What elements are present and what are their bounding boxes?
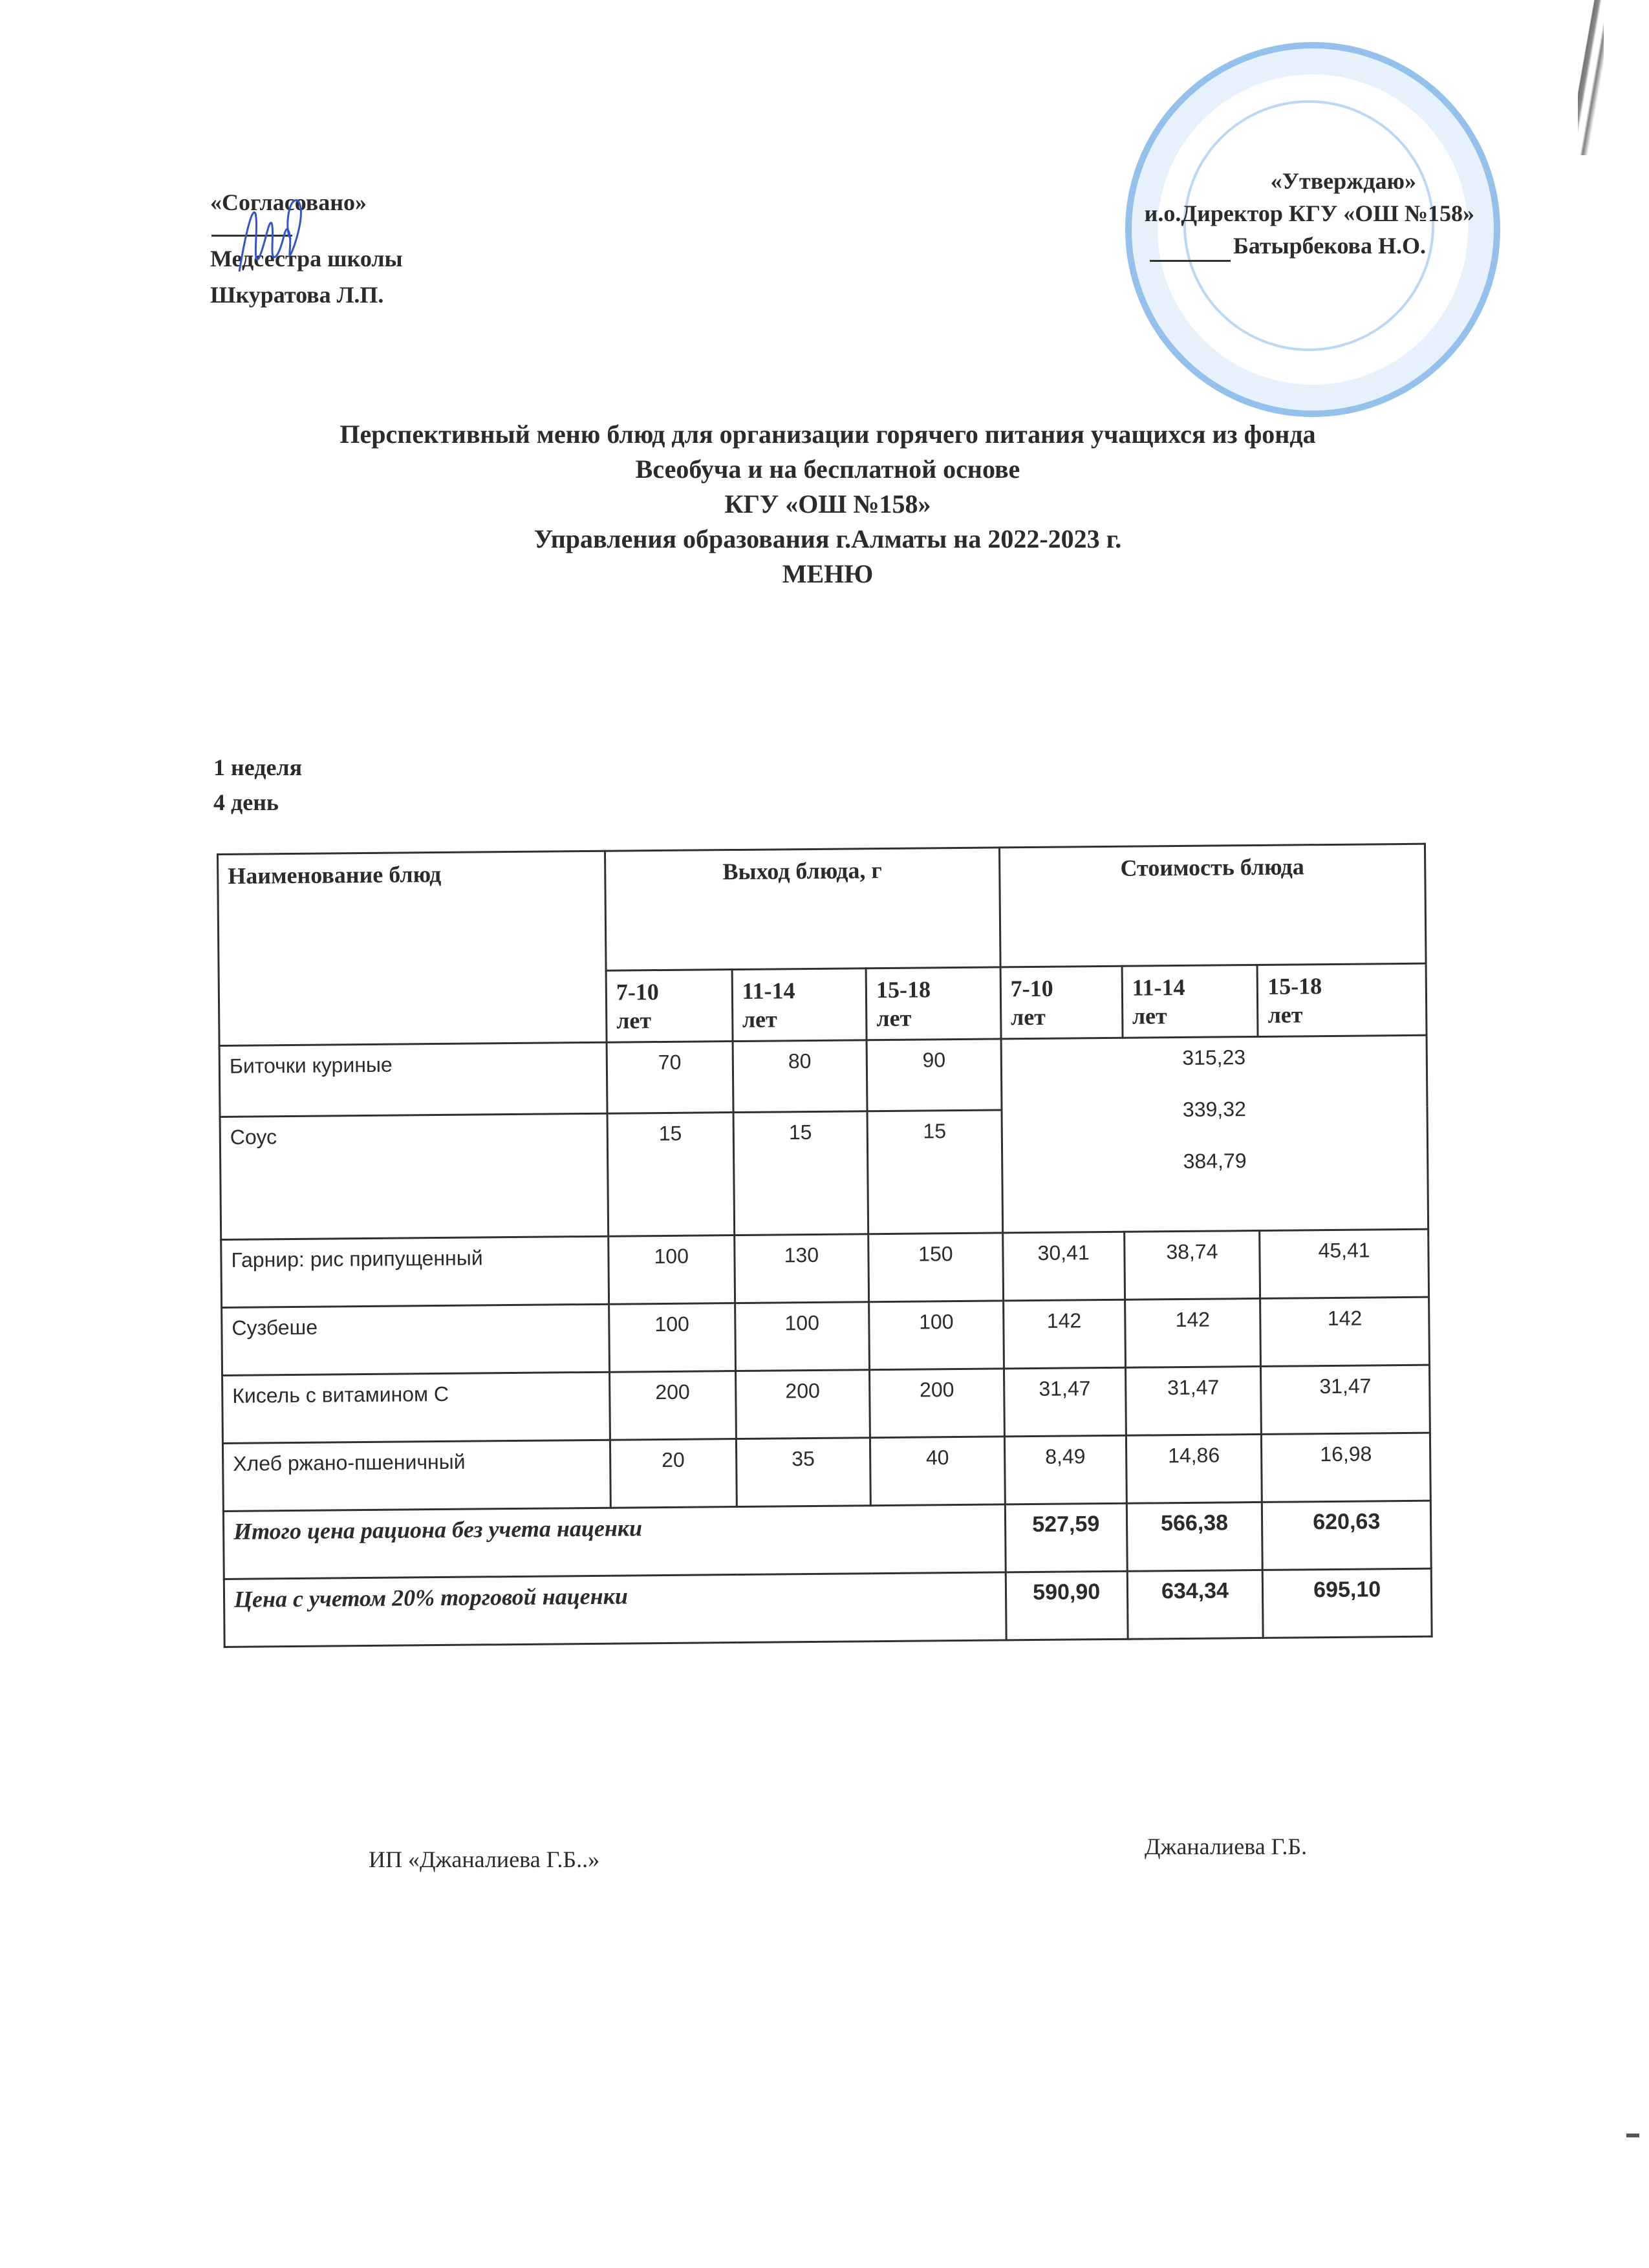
title-line-2: Всеобуча и на бесплатной основе: [635, 455, 1020, 484]
table-row: [222, 1365, 1430, 1443]
yield-7-10: 70: [607, 1042, 733, 1114]
yield-15-18: 200: [870, 1369, 1005, 1438]
cost-11-14: 31,47: [1125, 1366, 1262, 1435]
day-label: 4 день: [213, 789, 279, 815]
table-row: [221, 1229, 1429, 1307]
yield-11-14: 80: [733, 1040, 868, 1113]
approval-agreed-position: Медсестра школы: [210, 246, 403, 272]
dish-name: Гарнир: рис припущенный: [221, 1236, 609, 1307]
yield-11-14: 15: [733, 1111, 868, 1236]
yield-11-14: 35: [736, 1438, 871, 1507]
age-7-10-yield: 7-10 лет: [606, 970, 733, 1043]
title-line-4: Управления образования г.Алматы на 2022-2023 г.: [534, 524, 1122, 553]
total-15-18: 620,63: [1262, 1501, 1432, 1570]
yield-7-10: 20: [610, 1439, 737, 1508]
dish-name: Хлеб ржано-пшеничный: [222, 1440, 610, 1511]
approval-approved-heading: «Утверждаю»: [1270, 168, 1416, 194]
yield-7-10: 15: [607, 1113, 734, 1237]
approval-agreed-name: Шкуратова Л.П.: [210, 282, 384, 308]
dish-name: Соус: [220, 1113, 609, 1239]
table-row: [222, 1433, 1430, 1511]
total-7-10: 527,59: [1005, 1503, 1127, 1572]
title-line-1: Перспективный меню блюд для организации горячего питания учащихся из фонда: [339, 420, 1316, 449]
cost-7-10: 142: [1003, 1300, 1125, 1369]
age-11-14-cost: 11-14 лет: [1122, 965, 1258, 1038]
total-with-markup-row: [224, 1568, 1432, 1647]
age-15-18-yield: 15-18 лет: [866, 967, 1001, 1040]
approval-agreed-heading: «Согласовано»: [210, 189, 367, 215]
total-markup-label: Цена с учетом 20% торговой наценки: [224, 1572, 1006, 1647]
title-line-3: КГУ «ОШ №158»: [724, 489, 931, 519]
yield-11-14: 130: [734, 1234, 869, 1303]
combined-cost-cell: [1001, 1035, 1428, 1233]
week-label: 1 неделя: [213, 754, 303, 780]
schedule-info: [213, 750, 302, 820]
document-title: [194, 417, 1461, 592]
approval-approved-block: [1061, 165, 1474, 262]
dish-name: Биточки куриные: [219, 1042, 607, 1117]
signatory-name: Джаналиева Г.Б.: [1145, 1834, 1308, 1859]
cost-7-10: 31,47: [1004, 1367, 1126, 1437]
cost-11-14: 38,74: [1124, 1230, 1260, 1300]
table-row: [222, 1297, 1430, 1375]
total-row: [223, 1501, 1431, 1579]
supplier-name: ИП «Джаналиева Г.Б..»: [369, 1846, 600, 1872]
yield-7-10: 200: [609, 1371, 736, 1440]
total-markup-7-10: 590,90: [1006, 1571, 1128, 1640]
yield-15-18: 90: [867, 1039, 1002, 1111]
handwritten-signature-icon: [233, 194, 310, 278]
cost-7-10: 8,49: [1004, 1435, 1126, 1504]
total-11-14: 566,38: [1126, 1502, 1263, 1571]
dish-name: Сузбеше: [222, 1304, 610, 1375]
total-markup-11-14: 634,34: [1127, 1570, 1264, 1639]
total-label: Итого цена рациона без учета наценки: [223, 1504, 1006, 1579]
approval-approved-position: и.о.Директор КГУ «ОШ №158»: [1144, 200, 1474, 226]
age-15-18-cost: 15-18 лет: [1257, 963, 1427, 1036]
yield-15-18: 15: [867, 1110, 1002, 1234]
combined-cost-11-14: 339,32: [1182, 1097, 1246, 1121]
yield-11-14: 100: [735, 1302, 870, 1371]
cost-11-14: 14,86: [1126, 1434, 1262, 1503]
yield-7-10: 100: [609, 1303, 736, 1373]
total-markup-15-18: 695,10: [1263, 1568, 1432, 1638]
signature-line: [1150, 235, 1231, 262]
age-7-10-cost: 7-10 лет: [1000, 966, 1123, 1039]
cost-15-18: 142: [1260, 1297, 1430, 1366]
combined-cost-7-10: 315,23: [1182, 1045, 1246, 1069]
age-11-14-yield: 11-14 лет: [732, 968, 867, 1042]
header-yield: Выход блюда, г: [605, 848, 1000, 970]
yield-15-18: 150: [868, 1233, 1004, 1302]
scan-edge-artifact: [1578, 0, 1604, 155]
yield-15-18: 100: [869, 1301, 1004, 1370]
yield-15-18: 40: [870, 1437, 1006, 1506]
cost-15-18: 45,41: [1260, 1229, 1429, 1298]
cost-15-18: 16,98: [1262, 1433, 1431, 1502]
title-line-5: МЕНЮ: [782, 559, 874, 588]
cost-7-10: 30,41: [1002, 1232, 1125, 1301]
dish-name: Кисель с витамином С: [222, 1372, 610, 1443]
header-dish-name: Наименование блюд: [218, 851, 607, 1045]
cost-15-18: 31,47: [1261, 1365, 1430, 1434]
scan-mark-artifact: [1626, 2134, 1639, 2137]
yield-7-10: 100: [609, 1236, 735, 1305]
yield-11-14: 200: [735, 1370, 870, 1439]
header-cost: Стоимость блюда: [999, 844, 1426, 967]
table-header-row: [218, 844, 1427, 974]
combined-cost-15-18: 384,79: [1183, 1149, 1247, 1173]
cost-11-14: 142: [1125, 1298, 1261, 1367]
table-row: [219, 1035, 1427, 1117]
menu-table: [217, 843, 1433, 1648]
approval-approved-name: Батырбекова Н.О.: [1233, 233, 1426, 259]
